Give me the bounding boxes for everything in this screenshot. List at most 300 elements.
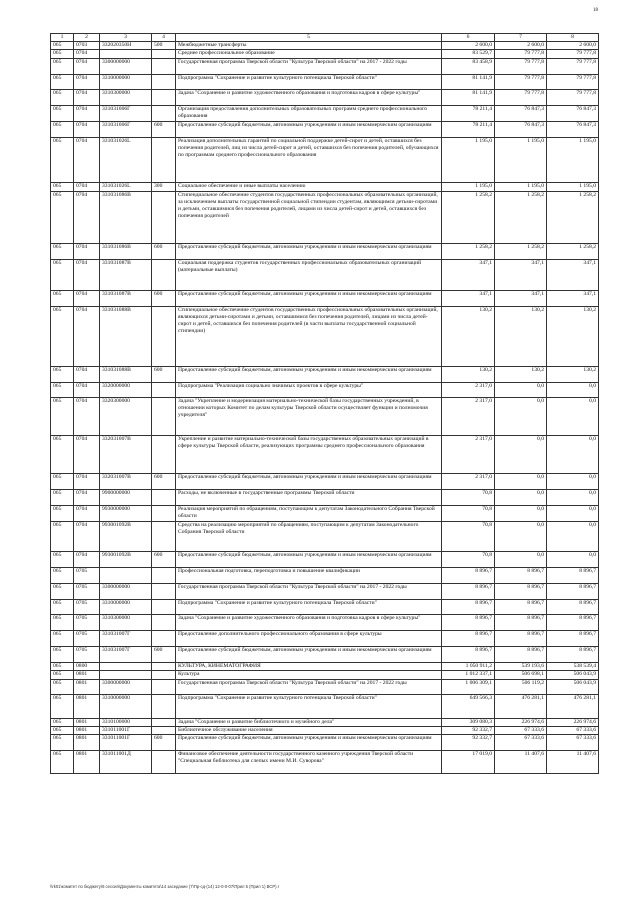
row-target-code: 3300000000 [100,58,152,74]
table-row [51,398,599,436]
row-amount-col6: 347,1 [442,290,495,306]
row-amount-col6: 347,1 [442,260,495,291]
table-row [51,50,599,58]
row-amount-col7: 539 193,6 [495,662,547,670]
row-amount-col7: 79 777,8 [495,50,547,58]
row-amount-col6: 2 317,0 [442,474,495,490]
table-row [51,615,599,631]
table-row [51,718,599,726]
row-amount-col7: 506 119,2 [495,679,547,695]
row-expense-type-code [152,751,176,774]
row-subsection-code: 0703 [74,42,100,50]
row-section-code: 065 [51,436,74,474]
row-amount-col6: 2 317,0 [442,398,495,436]
table-row [51,490,599,506]
row-target-code: 331031026L [100,183,152,191]
row-description: Расходы, не включенные в государственные программы Тверской области [176,490,442,506]
row-section-code: 065 [51,568,74,584]
row-description: Профессиональная подготовка, переподготовка и повышение квалификации [176,568,442,584]
row-section-code: 065 [51,583,74,599]
row-amount-col8: 0,0 [547,505,599,521]
row-amount-col8: 0,0 [547,382,599,398]
row-amount-col6: 1 006 309,1 [442,679,495,695]
row-description: Государственная программа Тверской области "Культура Тверской области" на 2017 - 2022 годы [176,58,442,74]
row-subsection-code: 0705 [74,615,100,631]
row-subsection-code: 0704 [74,191,100,244]
row-target-code: 9900000000 [100,490,152,506]
row-amount-col7: 1 195,0 [495,137,547,182]
row-expense-type-code: 600 [152,647,176,663]
row-section-code: 065 [51,615,74,631]
row-expense-type-code: 600 [152,366,176,382]
row-target-code: 331031026L [100,137,152,182]
row-target-code: 3310000000 [100,74,152,90]
row-section-code: 065 [51,244,74,260]
row-amount-col7: 1 258,2 [495,244,547,260]
row-expense-type-code [152,490,176,506]
row-amount-col6: 83 529,7 [442,50,495,58]
row-amount-col6: 2 600,0 [442,42,495,50]
row-subsection-code: 0704 [74,436,100,474]
row-target-code: 331031086В [100,244,152,260]
row-amount-col8: 347,1 [547,290,599,306]
row-amount-col6: 8 896,7 [442,647,495,663]
row-amount-col7: 130,2 [495,366,547,382]
row-amount-col8: 1 258,2 [547,191,599,244]
row-target-code: 3310000000 [100,695,152,718]
row-subsection-code: 0704 [74,260,100,291]
row-amount-col6: 130,2 [442,366,495,382]
column-header: 3 [100,34,152,42]
table-row [51,671,599,679]
row-subsection-code: 0704 [74,306,100,366]
row-subsection-code: 0801 [74,735,100,751]
row-amount-col6: 8 896,7 [442,583,495,599]
row-amount-col6: 130,2 [442,306,495,366]
row-amount-col7: 67 333,6 [495,727,547,735]
row-amount-col7: 347,1 [495,260,547,291]
row-amount-col7: 506 698,1 [495,671,547,679]
row-amount-col7: 0,0 [495,490,547,506]
table-row [51,183,599,191]
row-amount-col7: 8 896,7 [495,615,547,631]
table-row [51,382,599,398]
row-amount-col7: 1 195,0 [495,183,547,191]
row-description: Социальная поддержка студентов государственных профессиональных образовательных организаций (материальные выплаты) [176,260,442,291]
row-description: Государственная программа Тверской области "Культура Тверской области" на 2017 - 2022 годы [176,583,442,599]
row-target-code [100,671,152,679]
row-amount-col6: 309 080,3 [442,718,495,726]
row-subsection-code: 0704 [74,474,100,490]
row-expense-type-code [152,58,176,74]
row-subsection-code: 0704 [74,382,100,398]
row-target-code: 331011001Г [100,727,152,735]
row-section-code: 065 [51,474,74,490]
row-target-code: 3310300000 [100,90,152,106]
row-target-code: 331031086В [100,191,152,244]
row-expense-type-code [152,382,176,398]
row-expense-type-code: 600 [152,121,176,137]
row-section-code: 065 [51,58,74,74]
row-amount-col6: 8 896,7 [442,615,495,631]
row-subsection-code: 0704 [74,58,100,74]
row-amount-col8: 1 195,0 [547,137,599,182]
row-section-code: 065 [51,695,74,718]
row-amount-col7: 79 777,8 [495,90,547,106]
row-amount-col8: 0,0 [547,521,599,552]
row-target-code [100,568,152,584]
row-amount-col7: 0,0 [495,521,547,552]
row-amount-col8: 1 195,0 [547,183,599,191]
row-expense-type-code [152,137,176,182]
column-header: 4 [152,34,176,42]
row-section-code: 065 [51,490,74,506]
row-amount-col6: 2 317,0 [442,382,495,398]
table-row [51,121,599,137]
row-subsection-code: 0705 [74,631,100,647]
table-row [51,58,599,74]
row-subsection-code: 0705 [74,583,100,599]
row-description: Стипендиальное обеспечение студентов государственных профессиональных образовательных организаций, за исключением выплаты государственной социальной стипендии студентам, являющимся детьми-сиротами и детьми, оставшимися без попечения родителей, лицами из числа детей-сирот и детей, оставшихся без попечения родителей [176,191,442,244]
row-amount-col8: 76 847,3 [547,121,599,137]
row-target-code [100,662,152,670]
row-expense-type-code [152,662,176,670]
row-description: Организация предоставления дополнительных образовательных программ среднего профессионального образования [176,106,442,122]
row-target-code: 3320000000 [100,382,152,398]
table-row [51,74,599,90]
row-amount-col8: 11 407,6 [547,751,599,774]
row-amount-col8: 8 896,7 [547,615,599,631]
row-amount-col8: 8 896,7 [547,599,599,615]
table-row [51,552,599,568]
row-subsection-code: 0704 [74,366,100,382]
row-target-code: 331031006Г [100,106,152,122]
row-target-code: 331031007Г [100,631,152,647]
row-amount-col6: 8 896,7 [442,599,495,615]
row-amount-col8: 8 896,7 [547,631,599,647]
row-description: Среднее профессиональное образование [176,50,442,58]
row-section-code: 065 [51,121,74,137]
row-amount-col8: 79 777,8 [547,50,599,58]
row-description: Укрепление и развитие материально-технической базы государственных образовательных организаций в сфере культуры Тверской области, реализующих программы среднего профессионального образования [176,436,442,474]
row-amount-col8: 130,2 [547,366,599,382]
row-amount-col6: 70,8 [442,552,495,568]
row-amount-col6: 1 195,0 [442,183,495,191]
table-row [51,727,599,735]
row-description: Предоставление субсидий бюджетным, автономным учреждениям и иным некоммерческим организациям [176,121,442,137]
row-expense-type-code [152,599,176,615]
row-amount-col7: 8 896,7 [495,631,547,647]
row-description: Подпрограмма "Сохранение и развитие культурного потенциала Тверской области" [176,74,442,90]
row-amount-col7: 0,0 [495,505,547,521]
row-subsection-code: 0801 [74,695,100,718]
row-amount-col6: 1 258,2 [442,244,495,260]
row-subsection-code: 0704 [74,90,100,106]
row-target-code: 331031087В [100,260,152,291]
row-amount-col7: 8 896,7 [495,568,547,584]
row-description: Задача "Сохранение и развитие художественного образования и подготовка кадров в сфере культуры" [176,90,442,106]
row-target-code: 3320300000 [100,398,152,436]
row-amount-col8: 130,2 [547,306,599,366]
row-amount-col6: 70,8 [442,505,495,521]
row-target-code: 331031007Г [100,647,152,663]
row-section-code: 065 [51,552,74,568]
row-section-code: 065 [51,671,74,679]
row-description: Культура [176,671,442,679]
row-amount-col8: 0,0 [547,474,599,490]
row-amount-col8: 1 258,2 [547,244,599,260]
row-amount-col6: 2 317,0 [442,436,495,474]
row-amount-col6: 78 211,4 [442,106,495,122]
row-amount-col8: 79 777,8 [547,74,599,90]
row-section-code: 065 [51,382,74,398]
row-target-code: 332031007В [100,474,152,490]
row-amount-col8: 67 333,6 [547,735,599,751]
row-expense-type-code: 600 [152,552,176,568]
row-description: Предоставление субсидий бюджетным, автономным учреждениям и иным некоммерческим организациям [176,290,442,306]
row-amount-col7: 130,2 [495,306,547,366]
row-section-code: 065 [51,260,74,291]
column-header: 5 [176,34,442,42]
table-row [51,436,599,474]
row-description: Финансовое обеспечение деятельности государственного казенного учреждения Тверской области "Специальная библиотека для слепых имени М.И. Суворова" [176,751,442,774]
row-section-code: 065 [51,662,74,670]
row-amount-col8: 0,0 [547,490,599,506]
row-subsection-code: 0704 [74,244,100,260]
column-header: 6 [442,34,495,42]
row-subsection-code: 0704 [74,552,100,568]
row-amount-col7: 67 333,6 [495,735,547,751]
row-amount-col8: 2 600,0 [547,42,599,50]
row-subsection-code: 0801 [74,679,100,695]
table-row [51,647,599,663]
row-description: Подпрограмма "Реализация социально значимых проектов в сфере культуры" [176,382,442,398]
row-target-code: 993001092В [100,552,152,568]
row-target-code: 332031007В [100,436,152,474]
row-amount-col8: 0,0 [547,436,599,474]
row-target-code: 993001092В [100,521,152,552]
row-amount-col8: 538 539,4 [547,662,599,670]
row-expense-type-code [152,90,176,106]
row-section-code: 065 [51,599,74,615]
row-description: Задача "Укрепление и модернизация материально-технической базы государственных учреждений, в отношении которых Комитет по делам культуры Тверской области осуществляет функции и полномочия учредителя" [176,398,442,436]
row-amount-col7: 79 777,8 [495,58,547,74]
row-target-code: 331031087В [100,290,152,306]
row-section-code: 065 [51,90,74,106]
row-section-code: 065 [51,751,74,774]
row-target-code [100,50,152,58]
row-section-code: 065 [51,727,74,735]
row-subsection-code: 0704 [74,183,100,191]
row-amount-col6: 70,8 [442,521,495,552]
row-section-code: 065 [51,735,74,751]
row-amount-col8: 0,0 [547,552,599,568]
table-row [51,583,599,599]
row-amount-col6: 17 019,0 [442,751,495,774]
row-section-code: 065 [51,505,74,521]
row-subsection-code: 0704 [74,521,100,552]
table-row [51,521,599,552]
table-row [51,137,599,182]
row-amount-col8: 506 043,9 [547,671,599,679]
row-amount-col7: 2 600,0 [495,42,547,50]
row-expense-type-code [152,583,176,599]
row-expense-type-code [152,306,176,366]
row-amount-col6: 83 458,9 [442,58,495,74]
row-amount-col8: 76 847,3 [547,106,599,122]
column-header: 7 [495,34,547,42]
column-header: 2 [74,34,100,42]
row-amount-col7: 11 407,6 [495,751,547,774]
row-expense-type-code: 600 [152,735,176,751]
row-expense-type-code: 500 [152,42,176,50]
row-subsection-code: 0704 [74,290,100,306]
table-row [51,505,599,521]
row-amount-col8: 8 896,7 [547,583,599,599]
row-amount-col6: 92 332,7 [442,727,495,735]
row-description: Предоставление дополнительного профессионального образования в сфере культуры [176,631,442,647]
table-row [51,260,599,291]
row-description: Государственная программа Тверской области "Культура Тверской области" на 2017 - 2022 годы [176,679,442,695]
row-amount-col7: 476 281,1 [495,695,547,718]
row-section-code: 065 [51,718,74,726]
row-target-code: 331011001Д [100,751,152,774]
row-amount-col7: 0,0 [495,474,547,490]
row-section-code: 065 [51,50,74,58]
row-description: Задача "Сохранение и развитие художественного образования и подготовка кадров в сфере культуры" [176,615,442,631]
row-expense-type-code [152,718,176,726]
row-amount-col7: 0,0 [495,398,547,436]
table-row [51,568,599,584]
row-target-code: 331031088В [100,366,152,382]
table-row [51,290,599,306]
row-subsection-code: 0801 [74,671,100,679]
header-row [51,34,599,42]
row-target-code: 3300000000 [100,583,152,599]
row-description: Предоставление субсидий бюджетным, автономным учреждениям и иным некоммерческим организациям [176,366,442,382]
row-amount-col6: 70,8 [442,490,495,506]
row-target-code: 3310000000 [100,599,152,615]
row-expense-type-code: 600 [152,290,176,306]
table-row [51,90,599,106]
row-subsection-code: 0704 [74,106,100,122]
row-expense-type-code: 600 [152,474,176,490]
row-amount-col6: 81 141,9 [442,74,495,90]
table-row [51,306,599,366]
row-expense-type-code [152,568,176,584]
row-description: Средства на реализацию мероприятий по обращениям, поступающим к депутатам Законодательного Собрания Тверской области [176,521,442,552]
row-subsection-code: 0704 [74,505,100,521]
row-description: Подпрограмма "Сохранение и развитие культурного потенциала Тверской области" [176,599,442,615]
row-description: Предоставление субсидий бюджетным, автономным учреждениям и иным некоммерческим организациям [176,647,442,663]
budget-table [50,33,599,774]
row-amount-col7: 0,0 [495,552,547,568]
row-amount-col6: 1 195,0 [442,137,495,182]
row-amount-col6: 1 258,2 [442,191,495,244]
table-body [51,42,599,774]
column-header: 1 [51,34,74,42]
row-description: Предоставление субсидий бюджетным, автономным учреждениям и иным некоммерческим организациям [176,244,442,260]
row-section-code: 065 [51,521,74,552]
row-subsection-code: 0801 [74,751,100,774]
row-description: Социальное обеспечение и иные выплаты населению [176,183,442,191]
row-description: Предоставление субсидий бюджетным, автономным учреждениям и иным некоммерческим организациям [176,552,442,568]
row-amount-col6: 8 896,7 [442,568,495,584]
row-amount-col7: 0,0 [495,436,547,474]
row-target-code: 9930000000 [100,505,152,521]
row-expense-type-code [152,615,176,631]
row-description: Стипендиальное обеспечение студентов государственных профессиональных образовательных организаций, являющихся детьми-сиротами и детьми, оставшимися без попечения родителей, лицами из числа детей-сирот и детей, оставшихся без попечения родителей (в части выплаты государственной социальной стипендии) [176,306,442,366]
row-amount-col7: 1 258,2 [495,191,547,244]
row-section-code: 065 [51,290,74,306]
row-subsection-code: 0705 [74,568,100,584]
row-expense-type-code [152,191,176,244]
row-amount-col7: 76 847,3 [495,121,547,137]
row-section-code: 065 [51,191,74,244]
table-row [51,679,599,695]
row-expense-type-code [152,436,176,474]
row-amount-col6: 92 332,7 [442,735,495,751]
row-expense-type-code: 300 [152,183,176,191]
row-amount-col8: 79 777,8 [547,90,599,106]
table-row [51,366,599,382]
table-row [51,474,599,490]
table-row [51,244,599,260]
row-target-code: 331031088В [100,306,152,366]
row-target-code: 332020350Н [100,42,152,50]
row-expense-type-code [152,727,176,735]
row-amount-col8: 506 043,9 [547,679,599,695]
row-section-code: 065 [51,631,74,647]
row-section-code: 065 [51,398,74,436]
row-amount-col6: 81 141,9 [442,90,495,106]
row-description: Реализация дополнительных гарантий по социальной поддержке детей-сирот и детей, оставшихся без попечения родителей, лиц из числа детей-сирот и детей, оставшихся без попечения родителей, обучающихся по программам среднего профессионального образования [176,137,442,182]
page-number: 18 [593,8,598,13]
row-section-code: 065 [51,366,74,382]
row-expense-type-code [152,521,176,552]
row-amount-col8: 0,0 [547,398,599,436]
table-row [51,106,599,122]
row-amount-col8: 8 896,7 [547,647,599,663]
row-expense-type-code [152,260,176,291]
row-expense-type-code [152,505,176,521]
row-amount-col8: 8 896,7 [547,568,599,584]
row-amount-col8: 79 777,8 [547,58,599,74]
row-target-code: 3300000000 [100,679,152,695]
row-description: Межбюджетные трансферты [176,42,442,50]
row-amount-col6: 649 566,3 [442,695,495,718]
table-row [51,599,599,615]
row-section-code: 065 [51,42,74,50]
row-section-code: 065 [51,306,74,366]
column-header: 8 [547,34,599,42]
row-amount-col7: 76 847,3 [495,106,547,122]
row-section-code: 065 [51,74,74,90]
table-row [51,735,599,751]
row-target-code: 3310100000 [100,718,152,726]
row-description: Задача "Сохранение и развитие библиотечного и музейного дела" [176,718,442,726]
row-target-code: 3310300000 [100,615,152,631]
row-subsection-code: 0704 [74,74,100,90]
row-amount-col7: 79 777,8 [495,74,547,90]
row-amount-col7: 347,1 [495,290,547,306]
footer-file-path: \\rk01\комитет по бюджету\6 сессия\Документы комитета\14 заседание (7\Пр-сд-(14) 12-0-0-07\Прил 5 (Прил 1) ВСР).r [50,884,280,889]
row-amount-col6: 1 050 911,2 [442,662,495,670]
row-expense-type-code [152,106,176,122]
table-row [51,42,599,50]
row-subsection-code: 0704 [74,50,100,58]
row-amount-col6: 78 211,4 [442,121,495,137]
